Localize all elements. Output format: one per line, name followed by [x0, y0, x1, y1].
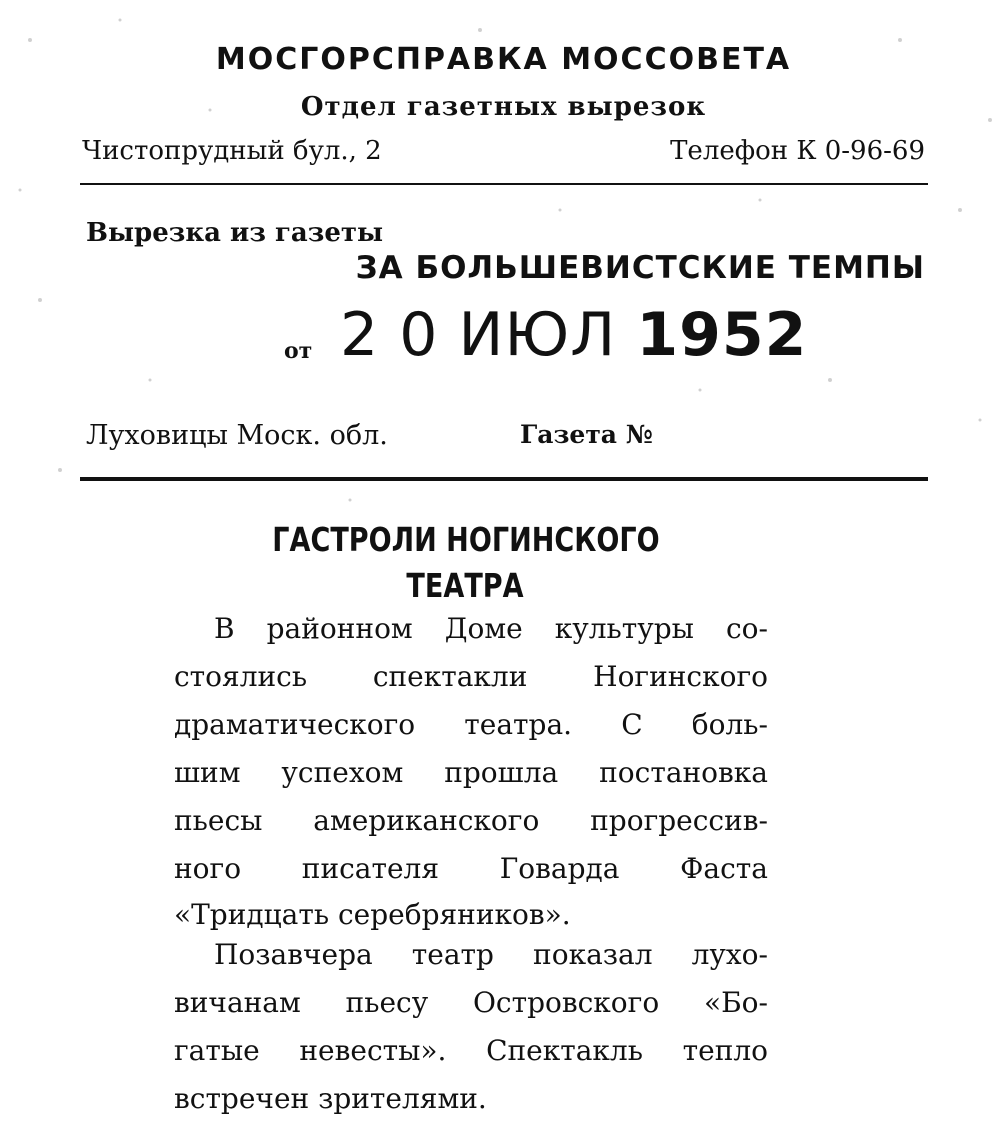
- article-line: В районном Доме культуры со-: [214, 612, 768, 645]
- article-title-line1: ГАСТРОЛИ НОГИНСКОГО: [272, 520, 660, 559]
- clipping-divider: [80, 477, 928, 481]
- gazeta-number-label: Газета №: [520, 420, 653, 449]
- article-line: гатые невесты». Спектакль тепло: [174, 1034, 768, 1067]
- date-prefix: от: [284, 338, 313, 364]
- article-line: стоялись спектакли Ногинского: [174, 660, 768, 693]
- department-name: Отдел газетных вырезок: [300, 92, 707, 122]
- article-line: Позавчера театр показал лухо-: [214, 938, 768, 971]
- header-divider: [80, 183, 928, 185]
- article-line: пьесы американского прогрессив-: [174, 804, 768, 837]
- article-line: встречен зрителями.: [174, 1082, 487, 1115]
- article-line: вичанам пьесу Островского «Бо-: [174, 986, 768, 1019]
- date-stamp: [340, 300, 807, 370]
- article-line: драматического театра. С боль-: [174, 708, 768, 741]
- clipping-label: Вырезка из газеты: [86, 218, 384, 248]
- place-name: Луховицы Моск. обл.: [86, 420, 388, 451]
- article-line: ного писателя Говарда Фаста: [174, 852, 768, 885]
- article-title-line2: ТЕАТРА: [406, 566, 524, 605]
- newspaper-name: ЗА БОЛЬШЕВИСТСКИЕ ТЕМПЫ: [355, 250, 925, 286]
- date-day-month: 2 0 ИЮЛ: [340, 300, 617, 370]
- date-year: 1952: [636, 300, 808, 370]
- organization-title: МОСГОРСПРАВКА МОССОВЕТА: [215, 42, 792, 77]
- article-line: шим успехом прошла постановка: [174, 756, 768, 789]
- address: Чистопрудный бул., 2: [82, 136, 382, 166]
- article-line: «Тридцать серебряников».: [174, 898, 571, 931]
- phone-number: Телефон К 0-96-69: [670, 136, 925, 166]
